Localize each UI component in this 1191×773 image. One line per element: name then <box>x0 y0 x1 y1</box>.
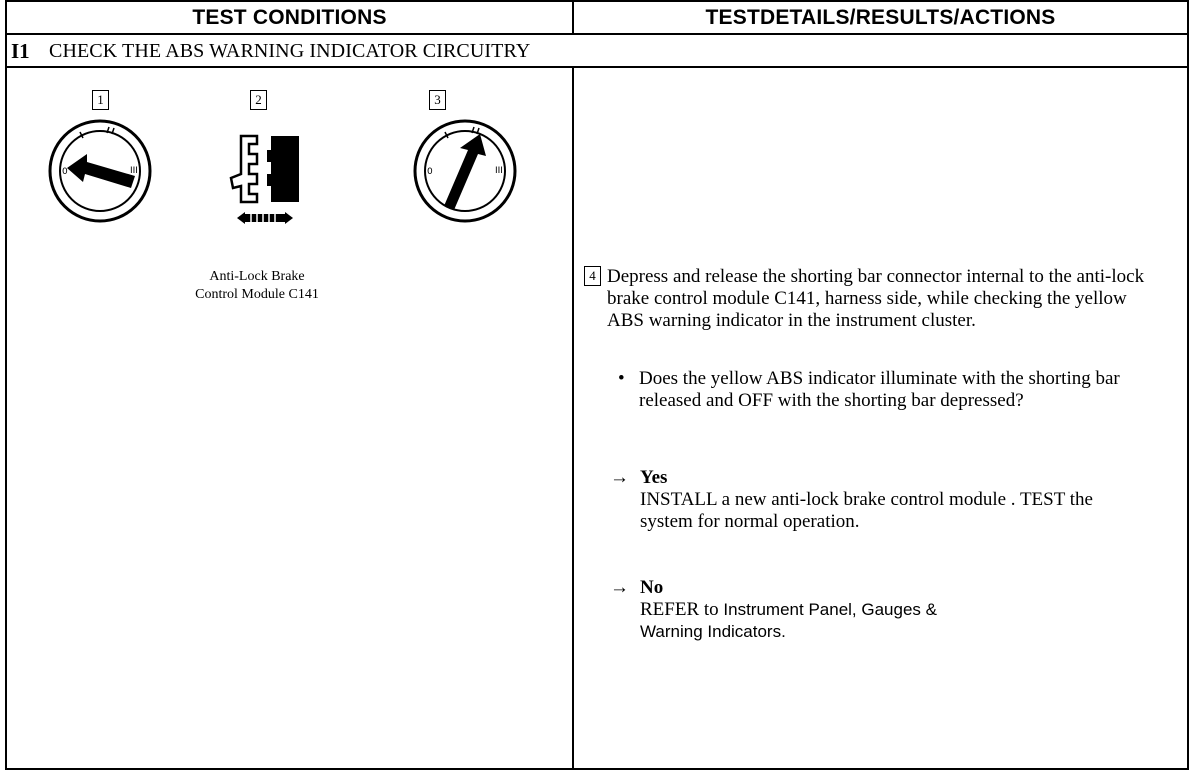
answer-yes <box>640 467 1140 533</box>
illustration-caption-line2: Control Module C141 <box>195 287 319 302</box>
answer-no <box>640 577 970 643</box>
answer-yes-text: INSTALL a new anti-lock brake control module . TEST the system for normal operation. <box>640 489 1093 532</box>
test-table <box>5 0 1189 770</box>
answer-no-label: No <box>640 577 664 598</box>
section-title: CHECK THE ABS WARNING INDICATOR CIRCUITRY <box>49 40 531 62</box>
results-column <box>574 68 1187 768</box>
step-number-4: 4 <box>584 266 601 286</box>
answer-yes-label: Yes <box>640 467 668 488</box>
header-test-details: TESTDETAILS/RESULTS/ACTIONS <box>705 6 1056 29</box>
table-header-row <box>7 2 1187 35</box>
svg-text:III: III <box>495 166 503 176</box>
section-row <box>7 35 1187 68</box>
step-4-instruction: Depress and release the shorting bar connector internal to the anti-lock brake control module C141, harness side, while checking the yellow ABS warning indicator in the instrument cluster. <box>607 266 1145 331</box>
header-test-conditions: TEST CONDITIONS <box>192 6 387 29</box>
answer-no-reference: Instrument Panel, Gauges & Warning Indicators. <box>640 600 937 641</box>
no-arrow-icon: → <box>610 577 629 598</box>
connector-disconnect-icon <box>207 118 317 228</box>
illustration-caption-line1: Anti-Lock Brake <box>209 269 305 284</box>
step-number-3: 3 <box>429 90 446 110</box>
step-number-2: 2 <box>250 90 267 110</box>
section-id: I1 <box>11 39 30 63</box>
step-4-question: Does the yellow ABS indicator illuminate with the shorting bar released and OFF with the shorting bar depressed? <box>639 368 1120 411</box>
step-number-1: 1 <box>92 90 109 110</box>
ignition-switch-run-icon <box>410 116 520 226</box>
ignition-switch-off-icon <box>45 116 155 226</box>
question-bullet: • <box>618 368 625 389</box>
svg-text:0: 0 <box>427 167 433 177</box>
svg-text:III: III <box>130 166 138 176</box>
yes-arrow-icon: → <box>610 467 629 488</box>
svg-text:0: 0 <box>62 167 68 177</box>
answer-no-lead: REFER to <box>640 599 719 620</box>
